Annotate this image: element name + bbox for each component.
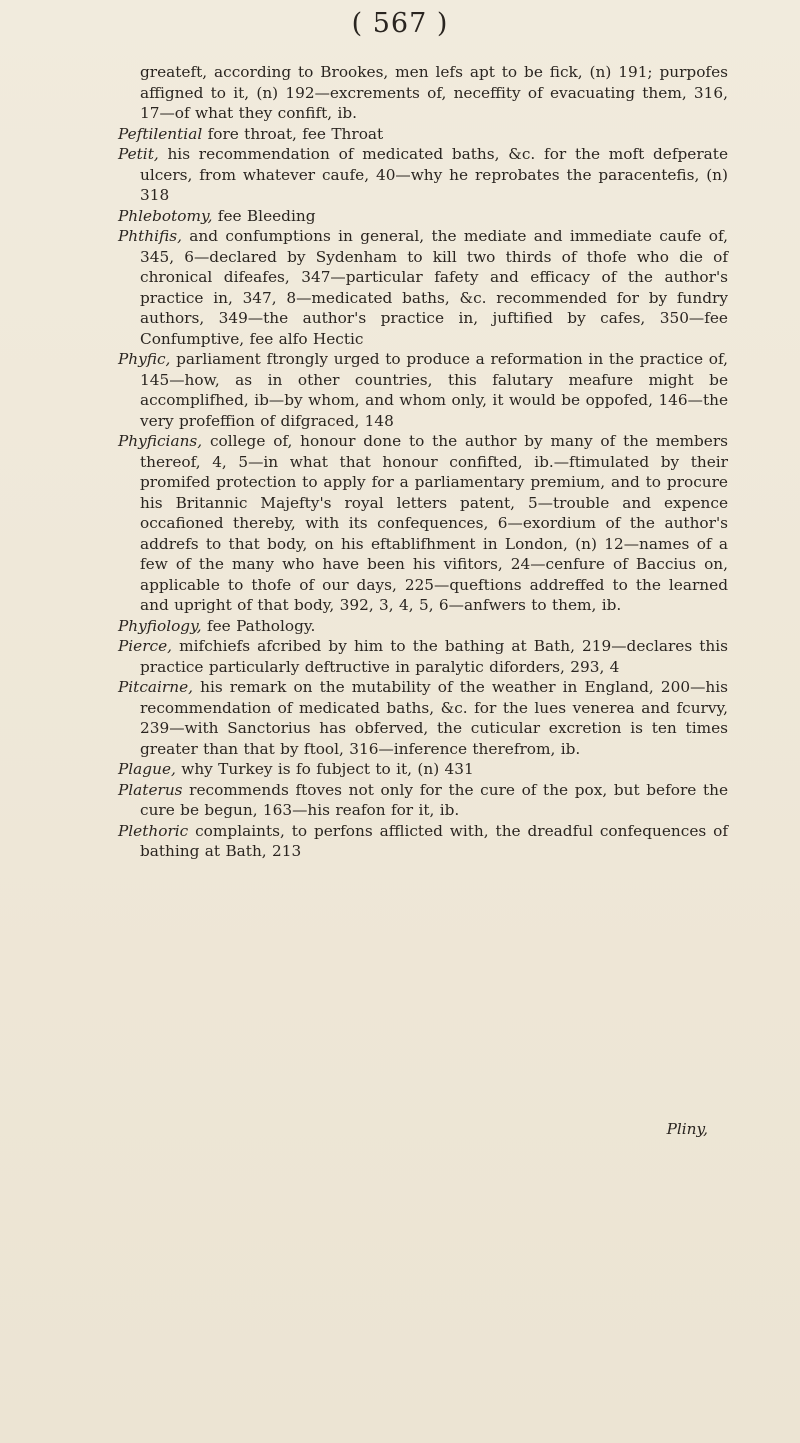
index-entry — [118, 144, 728, 206]
entry-text: and confumptions in general, the mediate and immediate caufe of, 345, 6—declared by Sydenham to kill two thirds of thofe who die of chronical difeafes, 347—particular fafety and efficacy of the author's practice in, 347, 8—medicated baths, &c. recommended for by fundry authors, 349—the author's practice in, juftified by cafes, 350—fee Confumptive, fee alfo Hectic — [140, 227, 728, 348]
entry-headword: Plague, — [118, 760, 176, 778]
entry-text: his recommendation of medicated baths, &c. for the moft defperate ulcers, from whatever caufe, 40—why he reprobates the paracentefis, (n) 318 — [140, 145, 728, 204]
entry-text: why Turkey is fo fubject to it, (n) 431 — [175, 760, 474, 778]
index-entry — [118, 349, 728, 431]
entry-text: fee Bleeding — [212, 206, 316, 225]
index-entry — [118, 780, 728, 821]
entry-text: parliament ftrongly urged to produce a reformation in the practice of, 145—how, as in other countries, this falutary meafure might be accomplifhed, ib—by whom, and whom only, it would be oppofed, 146—the very profeffion of difgraced, 148 — [140, 350, 728, 430]
entry-headword: Pierce, — [118, 637, 173, 655]
entry-headword: Phyfic, — [118, 350, 171, 368]
entry-text: fore throat, fee Throat — [202, 124, 384, 143]
entry-headword: Phyfiology, — [118, 616, 202, 635]
entry-headword: Pitcairne, — [118, 678, 193, 696]
entry-text: fee Pathology. — [201, 616, 316, 635]
entry-text: college of, honour done to the author by many of the members thereof, 4, 5—in what that honour confifted, ib.—ftimulated by their promifed protection to apply for a parliamentary premium, and to procure his Britannic Majefty's royal letters patent, 5—trouble and expence occafioned thereby, with its confequences, 6—exordium of the author's addrefs to that body, on his eftablifhment in London, (n) 12—names of a few of the many who have been his vifitors, 24—cenfure of Baccius on, applicable to thofe of our days, 225—queftions addreffed to the learned and upright of that body, 392, 3, 4, 5, 6—anfwers to them, ib. — [140, 432, 728, 614]
entry-headword: Petit, — [118, 145, 159, 163]
page-number: ( 567 ) — [351, 8, 449, 39]
index-entry — [118, 616, 728, 637]
entry-text: greateft, according to Brookes, men lefs apt to be fick, (n) 191; purpofes affigned to it, (n) 192—excrements of, neceffity of evacuating them, 316, 17—of what they confift, ib. — [140, 63, 728, 122]
entry-headword: Plethoric — [118, 821, 189, 840]
index-entry — [118, 226, 728, 349]
index-entry — [118, 821, 728, 862]
index-entries — [118, 62, 728, 862]
index-entry — [118, 124, 728, 145]
entry-text: recommends ftoves not only for the cure of the pox, but before the cure be begun, 163—his reafon for it, ib. — [140, 780, 728, 819]
index-entry — [118, 759, 728, 780]
entry-headword: Phlebotomy, — [118, 206, 213, 225]
entry-text: mifchiefs afcribed by him to the bathing at Bath, 219—declares this practice particularly deftructive in paralytic diforders, 293, 4 — [140, 637, 728, 676]
catchword: Pliny, — [666, 1120, 708, 1138]
entry-headword: Peftilential — [118, 124, 203, 143]
entry-headword: Phthifis, — [118, 227, 182, 245]
index-entry — [118, 206, 728, 227]
entry-text: his remark on the mutability of the weather in England, 200—his recommendation of medicated baths, &c. for the lues venerea and fcurvy, 239—with Sanctorius has obferved, the cuticular excretion is ten times greater than that by ftool, 316—inference therefrom, ib. — [140, 678, 728, 758]
index-entry — [118, 62, 728, 124]
index-entry — [118, 677, 728, 759]
index-entry — [118, 431, 728, 616]
index-entry — [118, 636, 728, 677]
entry-headword: Phyficians, — [118, 432, 203, 450]
entry-headword: Platerus — [118, 780, 183, 799]
entry-text: complaints, to perfons afflicted with, the dreadful confequences of bathing at Bath, 213 — [140, 821, 728, 860]
